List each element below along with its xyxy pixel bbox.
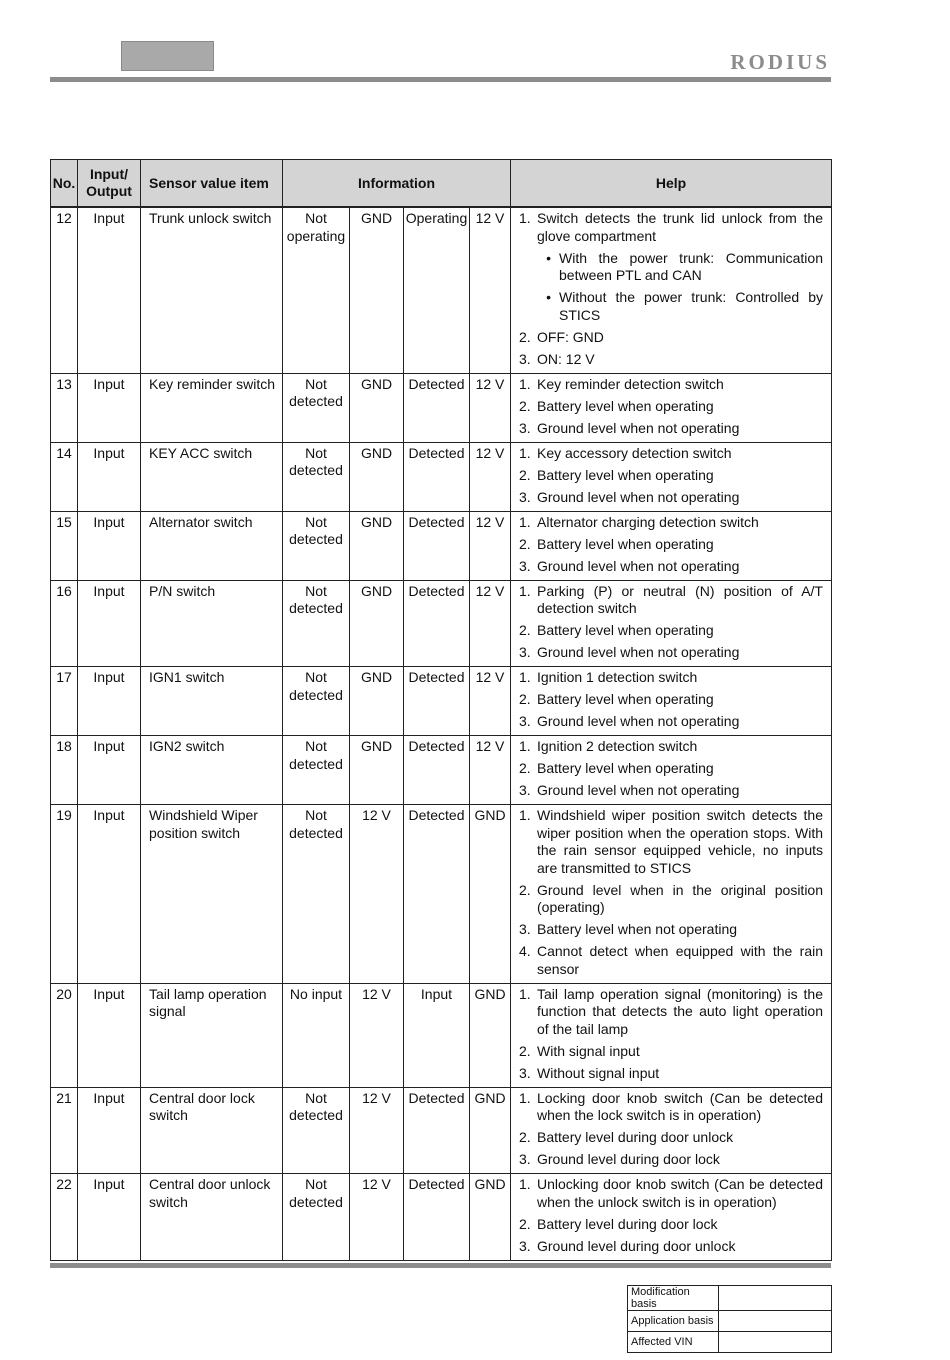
row-sensor-item: IGN2 switch bbox=[149, 738, 225, 754]
help-text: Locking door knob switch (Can be detected when the lock switch is in operation) bbox=[537, 1089, 823, 1123]
help-line bbox=[519, 1090, 823, 1125]
help-number: 2. bbox=[519, 881, 531, 898]
table-row bbox=[51, 580, 832, 667]
help-line bbox=[519, 760, 823, 778]
help-line bbox=[519, 1043, 823, 1061]
help-bullet: • bbox=[546, 289, 551, 305]
help-number: 1. bbox=[519, 1176, 531, 1192]
help-text: Cannot detect when equipped with the rain sensor bbox=[537, 943, 823, 977]
help-text: OFF: GND bbox=[537, 328, 604, 345]
row-info-on-state: Detected bbox=[408, 807, 465, 823]
table-row bbox=[51, 511, 832, 580]
row-help bbox=[511, 1174, 831, 1255]
row-info-off-level: GND bbox=[360, 210, 393, 226]
row-info-off-level: 12 V bbox=[362, 1089, 391, 1106]
help-line bbox=[519, 807, 823, 877]
help-text: Ground level when not operating bbox=[537, 419, 740, 436]
help-line bbox=[519, 583, 823, 618]
help-text: Ignition 2 detection switch bbox=[537, 738, 698, 754]
help-text: ON: 12 V bbox=[537, 350, 595, 367]
help-number: 3. bbox=[519, 350, 531, 367]
help-text: Ground level when not operating bbox=[537, 488, 740, 505]
table-row bbox=[51, 373, 832, 442]
row-info-off-state: Not detected bbox=[289, 513, 343, 547]
help-text: Without signal input bbox=[537, 1064, 660, 1081]
row-info-off-level: 12 V bbox=[362, 1176, 391, 1192]
row-info-on-state: Detected bbox=[408, 375, 465, 392]
header-information: Information bbox=[283, 160, 511, 208]
row-info-off-level: 12 V bbox=[362, 985, 391, 1002]
help-line bbox=[519, 921, 823, 939]
help-text: Ignition 1 detection switch bbox=[537, 669, 698, 685]
revision-row bbox=[628, 1332, 832, 1353]
row-number: 14 bbox=[56, 444, 72, 461]
help-number: 1. bbox=[519, 807, 531, 823]
modification-basis-value bbox=[719, 1286, 832, 1311]
row-info-off-state: Not operating bbox=[286, 210, 346, 244]
table-row bbox=[51, 207, 832, 373]
row-number: 15 bbox=[56, 513, 72, 530]
row-sensor-item: Central door unlock switch bbox=[149, 1176, 271, 1210]
help-number: 3. bbox=[519, 1151, 531, 1167]
table-row bbox=[51, 667, 832, 736]
row-info-on-state: Operating bbox=[405, 210, 468, 226]
row-info-off-state: No input bbox=[289, 985, 343, 1002]
table-row bbox=[51, 983, 832, 1087]
row-number: 12 bbox=[56, 210, 72, 226]
row-io: Input bbox=[93, 669, 125, 685]
help-line bbox=[519, 882, 823, 917]
help-number: 2. bbox=[519, 1129, 531, 1145]
row-info-off-level: GND bbox=[360, 444, 393, 461]
help-line bbox=[519, 445, 823, 463]
affected-vin-value bbox=[719, 1332, 832, 1353]
help-text: Battery level when operating bbox=[537, 466, 714, 483]
help-text: Battery level when operating bbox=[537, 760, 714, 776]
row-sensor-item: P/N switch bbox=[149, 582, 216, 599]
row-number: 18 bbox=[56, 738, 72, 754]
row-info-on-level: 12 V bbox=[475, 669, 505, 685]
row-sensor-item: Trunk unlock switch bbox=[149, 210, 272, 226]
header-help: Help bbox=[511, 160, 832, 208]
help-text: Key reminder detection switch bbox=[537, 375, 724, 392]
row-info-on-level: GND bbox=[474, 1176, 506, 1192]
row-sensor-item: KEY ACC switch bbox=[149, 444, 253, 461]
row-number: 22 bbox=[56, 1176, 72, 1192]
help-line bbox=[519, 1216, 823, 1234]
help-text: Tail lamp operation signal (monitoring) is the function that detects the auto light operation of the tail lamp bbox=[537, 985, 823, 1037]
row-io: Input bbox=[93, 513, 125, 530]
help-number: 4. bbox=[519, 943, 531, 959]
footer-rule bbox=[50, 1263, 831, 1268]
help-line bbox=[519, 782, 823, 800]
help-text: Battery level when not operating bbox=[537, 921, 738, 937]
table-header-row bbox=[51, 160, 832, 208]
help-line bbox=[519, 351, 823, 369]
header-sensor-item: Sensor value item bbox=[141, 160, 283, 208]
help-line bbox=[519, 329, 823, 347]
application-basis-value bbox=[719, 1311, 832, 1332]
table-row bbox=[51, 442, 832, 511]
application-basis-label: Application basis bbox=[628, 1311, 719, 1332]
row-info-off-level: GND bbox=[360, 738, 393, 754]
revision-row bbox=[628, 1311, 832, 1332]
row-sensor-item: Windshield Wiper position switch bbox=[149, 807, 258, 841]
help-number: 2. bbox=[519, 535, 531, 552]
help-text: Battery level during door unlock bbox=[537, 1129, 734, 1145]
help-text: Switch detects the trunk lid unlock from the glove compartment bbox=[537, 210, 823, 244]
row-sensor-item: Alternator switch bbox=[149, 513, 253, 530]
help-number: 1. bbox=[519, 738, 531, 754]
header-rule bbox=[50, 77, 831, 82]
help-text: Alternator charging detection switch bbox=[537, 513, 759, 530]
help-number: 1. bbox=[519, 985, 531, 1002]
row-info-on-state: Detected bbox=[408, 582, 465, 599]
row-number: 21 bbox=[56, 1089, 72, 1106]
table-body bbox=[51, 207, 832, 1260]
row-info-off-state: Not detected bbox=[289, 1089, 343, 1123]
help-number: 3. bbox=[519, 644, 531, 660]
help-number: 1. bbox=[519, 582, 531, 599]
row-info-on-state: Detected bbox=[408, 738, 465, 754]
help-number: 2. bbox=[519, 1042, 531, 1059]
row-number: 17 bbox=[56, 669, 72, 685]
row-info-off-level: GND bbox=[360, 513, 393, 530]
help-line bbox=[519, 398, 823, 416]
help-number: 1. bbox=[519, 669, 531, 685]
help-line bbox=[519, 738, 823, 756]
help-text: Ground level during door lock bbox=[537, 1151, 720, 1167]
row-info-on-level: GND bbox=[474, 985, 506, 1002]
row-io: Input bbox=[93, 444, 125, 461]
table-row bbox=[51, 1174, 832, 1261]
row-help bbox=[511, 984, 831, 1083]
help-line bbox=[519, 467, 823, 485]
help-text: Ground level when not operating bbox=[537, 557, 740, 574]
brand-logo: RODIUS bbox=[730, 50, 830, 74]
row-info-on-level: GND bbox=[474, 1089, 506, 1106]
sensor-table bbox=[50, 159, 832, 1261]
help-text: Without the power trunk: Controlled by STICS bbox=[559, 289, 823, 323]
help-line bbox=[519, 289, 823, 324]
row-help bbox=[511, 443, 831, 507]
row-info-on-state: Detected bbox=[408, 1089, 465, 1106]
help-number: 2. bbox=[519, 328, 531, 345]
row-info-off-state: Not detected bbox=[289, 1176, 343, 1210]
table-row bbox=[51, 1087, 832, 1174]
row-info-off-level: GND bbox=[360, 375, 393, 392]
row-help bbox=[511, 512, 831, 576]
help-line bbox=[519, 210, 823, 245]
row-info-off-level: 12 V bbox=[362, 807, 391, 823]
row-number: 20 bbox=[56, 985, 72, 1002]
row-io: Input bbox=[93, 210, 125, 226]
help-number: 3. bbox=[519, 1237, 531, 1254]
help-text: Ground level when not operating bbox=[537, 713, 740, 729]
help-text: Battery level during door lock bbox=[537, 1215, 718, 1232]
help-line bbox=[519, 514, 823, 532]
help-text: Ground level when in the original position (operating) bbox=[537, 881, 823, 915]
help-line bbox=[519, 622, 823, 640]
help-number: 2. bbox=[519, 466, 531, 483]
help-text: Ground level when not operating bbox=[537, 782, 740, 798]
row-info-on-state: Detected bbox=[408, 513, 465, 530]
row-info-off-state: Not detected bbox=[289, 738, 343, 772]
row-info-off-state: Not detected bbox=[289, 669, 343, 703]
row-help bbox=[511, 667, 831, 731]
row-info-off-state: Not detected bbox=[289, 375, 343, 409]
help-number: 3. bbox=[519, 713, 531, 729]
help-number: 3. bbox=[519, 557, 531, 574]
row-info-on-level: 12 V bbox=[475, 444, 505, 461]
help-line bbox=[519, 250, 823, 285]
help-number: 3. bbox=[519, 1064, 531, 1081]
revision-table bbox=[627, 1285, 832, 1353]
help-text: Battery level when operating bbox=[537, 622, 714, 638]
help-line bbox=[519, 943, 823, 978]
help-number: 2. bbox=[519, 622, 531, 638]
help-line bbox=[519, 376, 823, 394]
help-number: 3. bbox=[519, 419, 531, 436]
help-text: Ground level when not operating bbox=[537, 644, 740, 660]
help-line bbox=[519, 713, 823, 731]
modification-basis-label: Modification basis bbox=[628, 1286, 719, 1311]
help-line bbox=[519, 691, 823, 709]
row-io: Input bbox=[93, 1176, 125, 1192]
row-io: Input bbox=[93, 1089, 125, 1106]
help-number: 3. bbox=[519, 921, 531, 937]
help-number: 3. bbox=[519, 488, 531, 505]
help-number: 1. bbox=[519, 210, 531, 226]
row-info-off-level: GND bbox=[360, 582, 393, 599]
row-help bbox=[511, 374, 831, 438]
help-text: Key accessory detection switch bbox=[537, 444, 732, 461]
help-line bbox=[519, 420, 823, 438]
row-info-on-state: Detected bbox=[408, 444, 465, 461]
row-info-on-level: 12 V bbox=[475, 513, 505, 530]
header-gray-box bbox=[121, 41, 214, 71]
help-text: Battery level when operating bbox=[537, 691, 714, 707]
row-info-off-state: Not detected bbox=[289, 444, 343, 478]
row-help bbox=[511, 208, 831, 368]
help-text: Unlocking door knob switch (Can be detected when the unlock switch is in operation) bbox=[537, 1176, 823, 1210]
header-no: No. bbox=[51, 160, 78, 208]
help-text: Battery level when operating bbox=[537, 397, 714, 414]
help-number: 2. bbox=[519, 397, 531, 414]
help-number: 1. bbox=[519, 513, 531, 530]
help-number: 1. bbox=[519, 1089, 531, 1106]
header-io: Input/ Output bbox=[78, 160, 141, 208]
help-text: With signal input bbox=[537, 1042, 640, 1059]
help-line bbox=[519, 1151, 823, 1169]
row-help bbox=[511, 1088, 831, 1169]
row-io: Input bbox=[93, 807, 125, 823]
help-line bbox=[519, 669, 823, 687]
help-line bbox=[519, 1129, 823, 1147]
help-line bbox=[519, 1238, 823, 1256]
row-info-on-level: 12 V bbox=[475, 375, 505, 392]
row-help bbox=[511, 581, 831, 662]
help-line bbox=[519, 489, 823, 507]
row-info-off-state: Not detected bbox=[289, 582, 343, 616]
help-number: 2. bbox=[519, 1215, 531, 1232]
help-line bbox=[519, 1176, 823, 1211]
table-row bbox=[51, 805, 832, 984]
help-number: 2. bbox=[519, 691, 531, 707]
row-number: 19 bbox=[56, 807, 72, 823]
row-io: Input bbox=[93, 582, 125, 599]
help-line bbox=[519, 1065, 823, 1083]
table-row bbox=[51, 736, 832, 805]
revision-row bbox=[628, 1286, 832, 1311]
row-number: 13 bbox=[56, 375, 72, 392]
affected-vin-label: Affected VIN bbox=[628, 1332, 719, 1353]
row-number: 16 bbox=[56, 582, 72, 599]
help-number: 2. bbox=[519, 760, 531, 776]
row-io: Input bbox=[93, 738, 125, 754]
help-number: 1. bbox=[519, 444, 531, 461]
row-info-off-level: GND bbox=[360, 669, 393, 685]
help-line bbox=[519, 986, 823, 1039]
row-info-on-level: 12 V bbox=[475, 210, 505, 226]
row-sensor-item: Tail lamp operation signal bbox=[149, 985, 267, 1019]
row-info-on-state: Detected bbox=[408, 1176, 465, 1192]
row-io: Input bbox=[93, 375, 125, 392]
help-text: Windshield wiper position switch detects the wiper position when the operation stops. With the rain sensor equipped vehicle, no inputs are transmitted to STICS bbox=[537, 807, 823, 876]
row-info-off-state: Not detected bbox=[289, 807, 343, 841]
help-bullet: • bbox=[546, 249, 551, 266]
row-info-on-level: 12 V bbox=[475, 582, 505, 599]
row-info-on-state: Detected bbox=[408, 669, 465, 685]
help-line bbox=[519, 558, 823, 576]
row-info-on-level: 12 V bbox=[475, 738, 505, 754]
help-line bbox=[519, 536, 823, 554]
row-sensor-item: Key reminder switch bbox=[149, 375, 276, 392]
help-text: Battery level when operating bbox=[537, 535, 714, 552]
row-sensor-item: Central door lock switch bbox=[149, 1089, 255, 1123]
help-text: Ground level during door unlock bbox=[537, 1237, 736, 1254]
help-text: Parking (P) or neutral (N) position of A/T detection switch bbox=[537, 582, 823, 616]
row-io: Input bbox=[93, 985, 125, 1002]
row-help bbox=[511, 805, 831, 978]
help-text: With the power trunk: Communication between PTL and CAN bbox=[559, 249, 823, 283]
row-info-on-level: GND bbox=[474, 807, 506, 823]
help-number: 3. bbox=[519, 782, 531, 798]
help-number: 1. bbox=[519, 375, 531, 392]
row-info-on-state: Input bbox=[420, 985, 453, 1002]
help-line bbox=[519, 644, 823, 662]
row-sensor-item: IGN1 switch bbox=[149, 669, 225, 685]
row-help bbox=[511, 736, 831, 800]
